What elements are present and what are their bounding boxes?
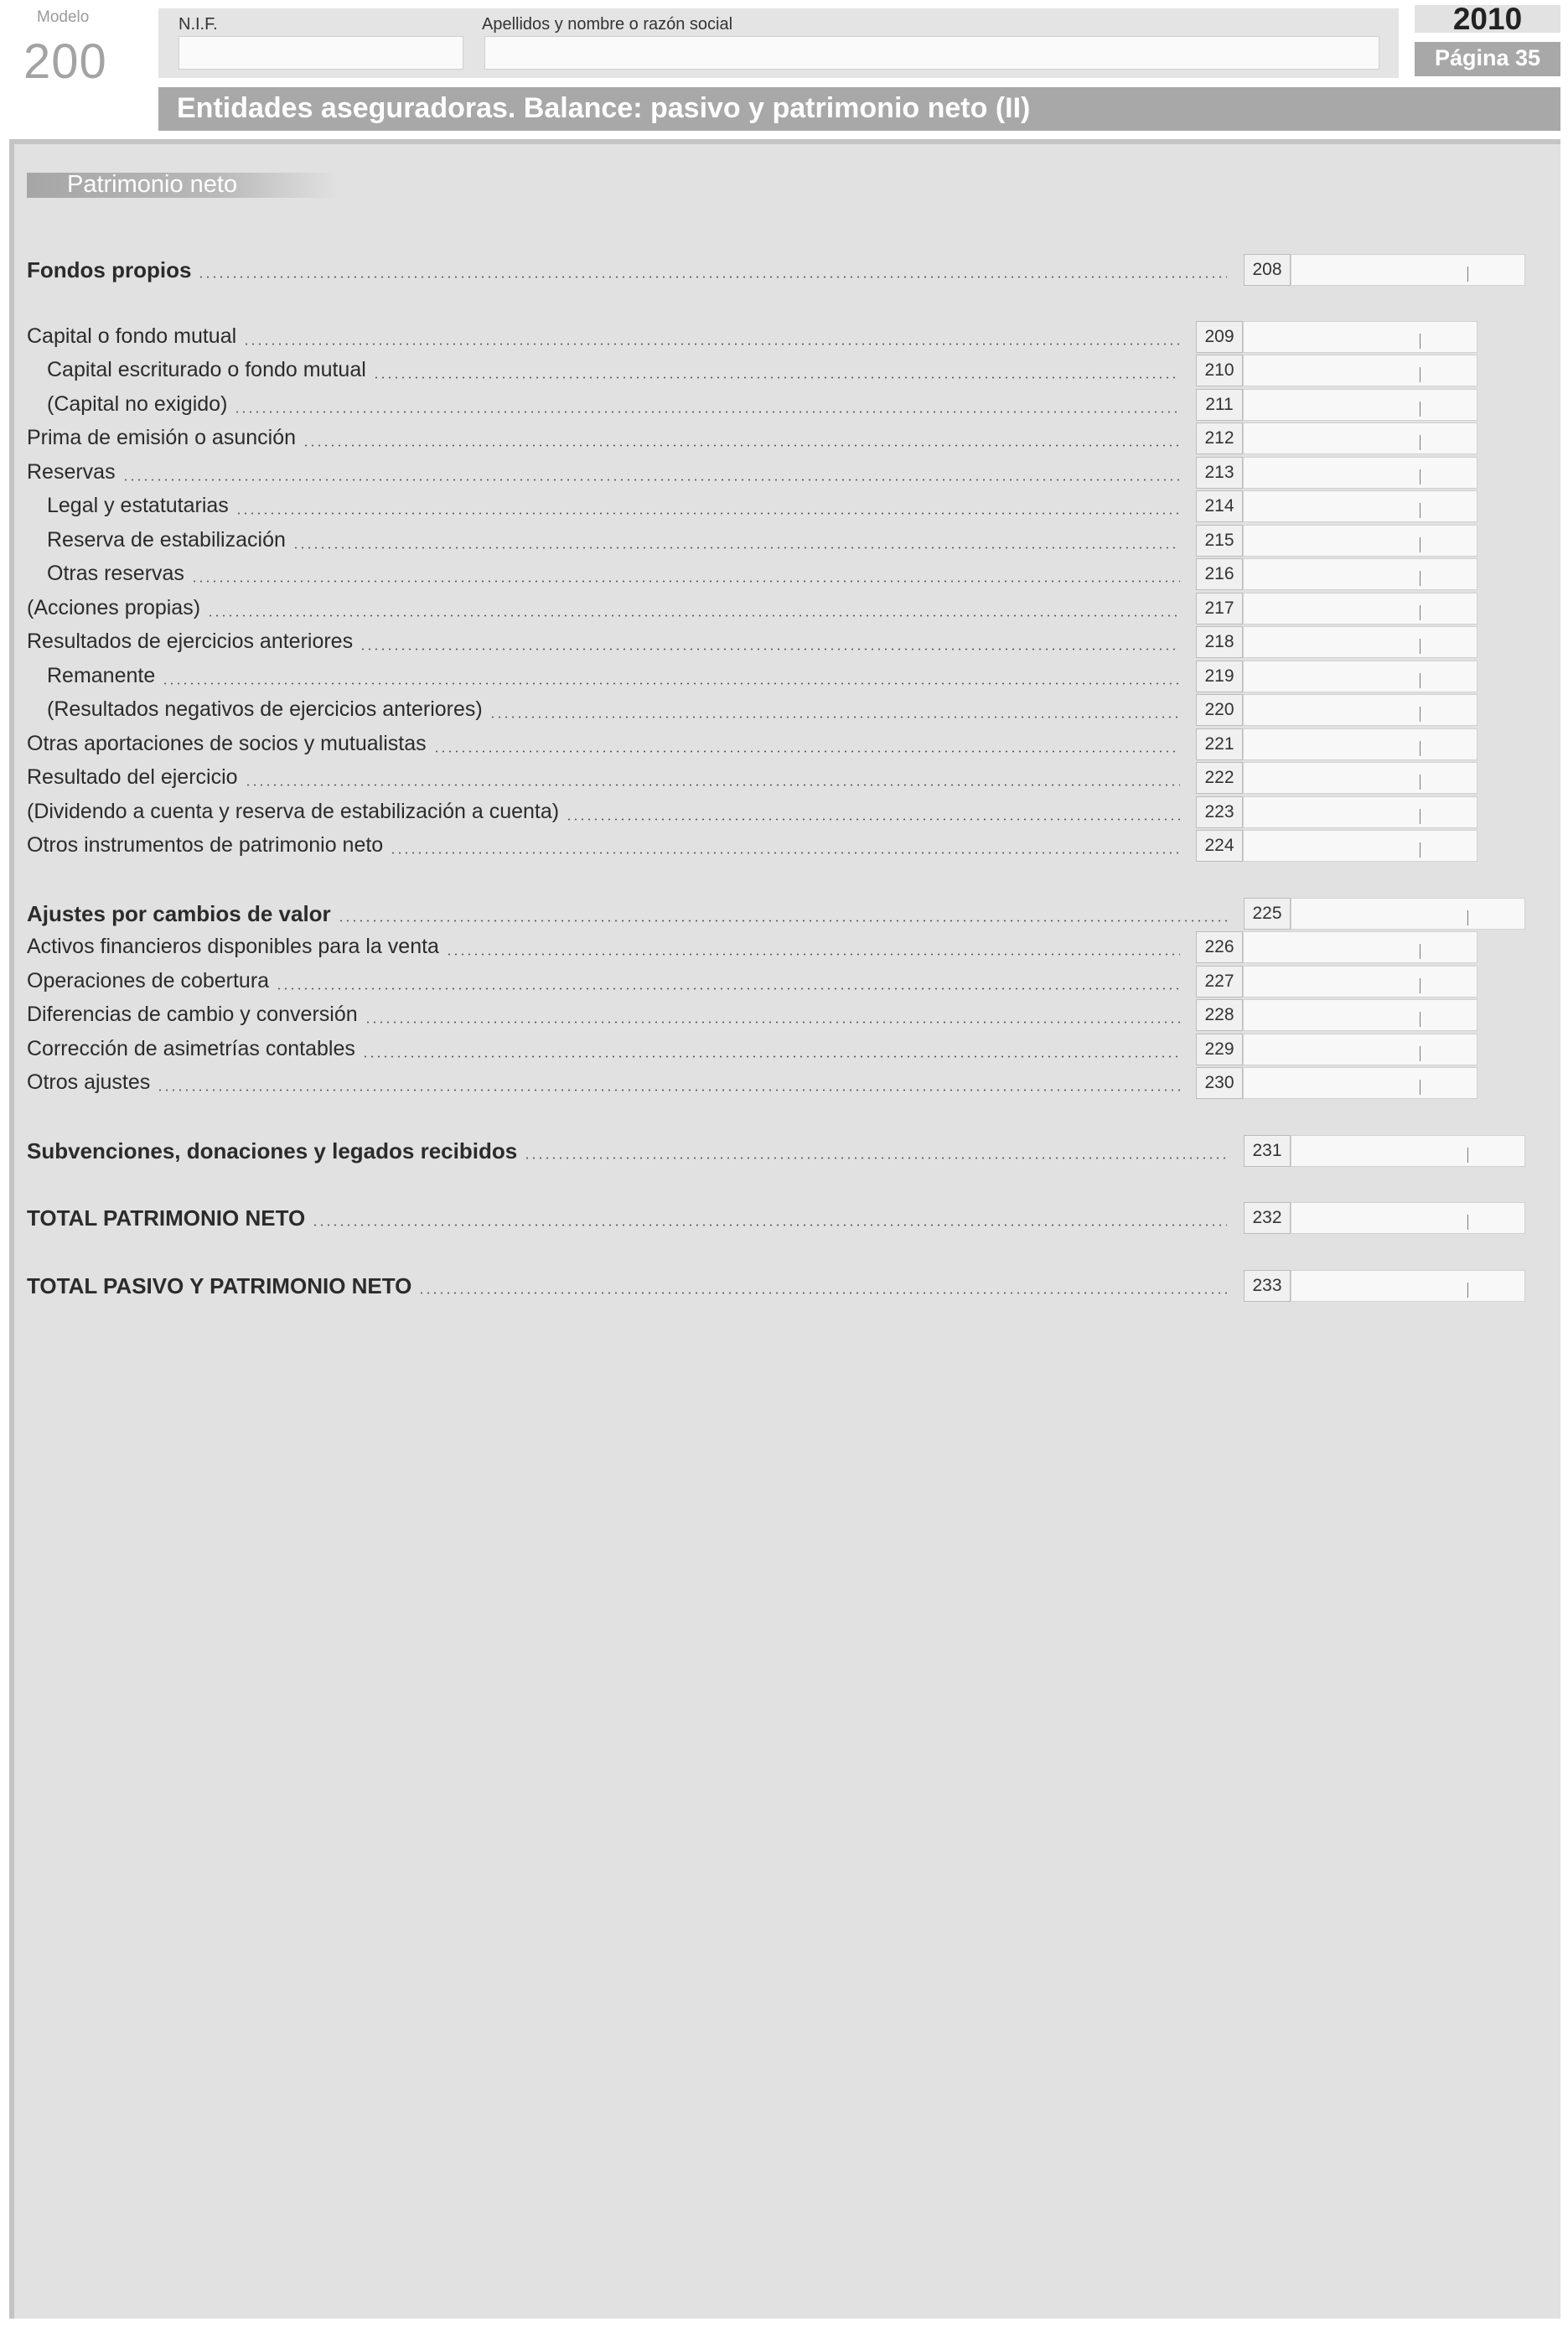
decimal-separator-mark xyxy=(1420,673,1421,688)
row-label-225: Ajustes por cambios de valor xyxy=(27,901,331,926)
page-number: Página 35 xyxy=(1434,45,1541,70)
box-code-220: 220 xyxy=(1196,694,1243,726)
amount-field-219[interactable] xyxy=(1243,661,1477,692)
decimal-separator-mark xyxy=(1420,571,1421,586)
row-label-217: (Acciones propias) xyxy=(27,596,201,619)
nif-label: N.I.F. xyxy=(179,15,218,34)
decimal-separator-mark xyxy=(1420,537,1421,552)
decimal-separator-mark xyxy=(1467,1148,1468,1163)
row-label-215: Reserva de estabilización xyxy=(47,528,286,552)
dot-leader xyxy=(243,343,1180,345)
box-code-219: 219 xyxy=(1196,661,1243,692)
row-label-214: Legal y estatutarias xyxy=(47,494,229,517)
amount-field-230[interactable] xyxy=(1243,1067,1477,1099)
dot-leader xyxy=(207,614,1180,617)
row-label-233: TOTAL PASIVO Y PATRIMONIO NETO xyxy=(27,1273,412,1298)
amount-field-208[interactable] xyxy=(1291,254,1525,286)
decimal-separator-mark xyxy=(1420,809,1421,824)
row-label-229: Corrección de asimetrías contables xyxy=(27,1037,355,1060)
row-label-212: Prima de emisión o asunción xyxy=(27,426,296,449)
row-label-221: Otras aportaciones de socios y mutualistas xyxy=(27,732,427,755)
box-code-231: 231 xyxy=(1244,1135,1291,1167)
box-code-228: 228 xyxy=(1196,999,1243,1031)
decimal-separator-mark xyxy=(1467,1215,1468,1230)
decimal-separator-mark xyxy=(1420,402,1421,417)
name-field[interactable] xyxy=(484,36,1379,70)
dot-leader xyxy=(276,987,1180,990)
amount-field-215[interactable] xyxy=(1243,525,1477,557)
dot-leader xyxy=(390,852,1180,854)
row-label-224: Otros instrumentos de patrimonio neto xyxy=(27,833,384,857)
dot-leader xyxy=(373,376,1180,379)
amount-field-214[interactable] xyxy=(1243,490,1477,522)
box-code-215: 215 xyxy=(1196,525,1243,557)
decimal-separator-mark xyxy=(1420,1012,1421,1027)
decimal-separator-mark xyxy=(1467,1283,1468,1298)
row-label-211: (Capital no exigido) xyxy=(47,392,228,416)
box-code-233: 233 xyxy=(1244,1270,1291,1302)
amount-field-222[interactable] xyxy=(1243,762,1477,794)
page-title: Entidades aseguradoras. Balance: pasivo y patrimonio neto (II) xyxy=(177,92,1031,124)
decimal-separator-mark xyxy=(1420,605,1421,620)
row-label-220: (Resultados negativos de ejercicios anteriores) xyxy=(47,697,483,721)
decimal-separator-mark xyxy=(1420,435,1421,450)
row-label-223: (Dividendo a cuenta y reserva de estabilización a cuenta) xyxy=(27,800,560,823)
name-label: Apellidos y nombre o razón social xyxy=(482,15,733,34)
dot-leader xyxy=(362,1055,1180,1058)
amount-field-227[interactable] xyxy=(1243,966,1477,998)
dot-leader xyxy=(122,479,1180,481)
box-code-230: 230 xyxy=(1196,1067,1243,1099)
dot-leader xyxy=(235,512,1180,515)
box-code-226: 226 xyxy=(1196,931,1243,963)
modelo-number: 200 xyxy=(23,34,107,89)
row-label-210: Capital escriturado o fondo mutual xyxy=(47,358,366,381)
row-label-218: Resultados de ejercicios anteriores xyxy=(27,630,354,653)
box-code-214: 214 xyxy=(1196,490,1243,522)
box-code-229: 229 xyxy=(1196,1034,1243,1065)
decimal-separator-mark xyxy=(1420,741,1421,756)
dot-leader xyxy=(433,750,1180,753)
amount-field-233[interactable] xyxy=(1291,1270,1525,1302)
decimal-separator-mark xyxy=(1420,944,1421,959)
box-code-225: 225 xyxy=(1244,898,1291,930)
dot-leader xyxy=(365,1021,1180,1024)
amount-field-229[interactable] xyxy=(1243,1034,1477,1065)
dot-leader xyxy=(198,276,1227,278)
row-label-208: Fondos propios xyxy=(27,257,192,282)
dot-leader xyxy=(524,1157,1227,1159)
row-label-213: Reservas xyxy=(27,460,116,484)
row-label-227: Operaciones de cobertura xyxy=(27,969,270,992)
decimal-separator-mark xyxy=(1467,267,1468,282)
dot-leader xyxy=(566,818,1180,821)
amount-field-232[interactable] xyxy=(1291,1202,1525,1234)
decimal-separator-mark xyxy=(1420,503,1421,518)
amount-field-225[interactable] xyxy=(1291,898,1525,930)
dot-leader xyxy=(312,1224,1227,1226)
decimal-separator-mark xyxy=(1420,334,1421,349)
decimal-separator-mark xyxy=(1420,775,1421,790)
amount-field-217[interactable] xyxy=(1243,593,1477,625)
amount-field-224[interactable] xyxy=(1243,830,1477,862)
decimal-separator-mark xyxy=(1467,910,1468,925)
decimal-separator-mark xyxy=(1420,1080,1421,1095)
row-label-228: Diferencias de cambio y conversión xyxy=(27,1003,358,1026)
dot-leader xyxy=(245,784,1180,786)
box-code-218: 218 xyxy=(1196,626,1243,658)
box-code-208: 208 xyxy=(1244,254,1291,286)
decimal-separator-mark xyxy=(1420,1046,1421,1061)
box-code-209: 209 xyxy=(1196,321,1243,353)
dot-leader xyxy=(292,547,1180,549)
dot-leader xyxy=(360,648,1180,650)
amount-field-228[interactable] xyxy=(1243,999,1477,1031)
amount-field-223[interactable] xyxy=(1243,796,1477,828)
amount-field-210[interactable] xyxy=(1243,355,1477,386)
decimal-separator-mark xyxy=(1420,367,1421,382)
box-code-211: 211 xyxy=(1196,389,1243,421)
row-label-230: Otros ajustes xyxy=(27,1070,151,1094)
decimal-separator-mark xyxy=(1420,639,1421,654)
row-label-209: Capital o fondo mutual xyxy=(27,324,237,348)
amount-field-221[interactable] xyxy=(1243,728,1477,760)
box-code-210: 210 xyxy=(1196,355,1243,386)
box-code-216: 216 xyxy=(1196,558,1243,590)
box-code-224: 224 xyxy=(1196,830,1243,862)
nif-field[interactable] xyxy=(179,36,463,70)
amount-field-216[interactable] xyxy=(1243,558,1477,590)
box-code-221: 221 xyxy=(1196,728,1243,760)
box-code-222: 222 xyxy=(1196,762,1243,794)
amount-field-213[interactable] xyxy=(1243,457,1477,489)
decimal-separator-mark xyxy=(1420,469,1421,485)
modelo-label: Modelo xyxy=(37,8,90,26)
amount-field-220[interactable] xyxy=(1243,694,1477,726)
dot-leader xyxy=(157,1089,1180,1091)
decimal-separator-mark xyxy=(1420,978,1421,993)
amount-field-231[interactable] xyxy=(1291,1135,1525,1167)
row-label-222: Resultado del ejercicio xyxy=(27,765,238,789)
dot-leader xyxy=(338,920,1227,922)
year-text: 2010 xyxy=(1452,2,1523,36)
section-title: Patrimonio neto xyxy=(67,171,238,198)
dot-leader xyxy=(303,444,1180,447)
row-label-226: Activos financieros disponibles para la venta xyxy=(27,935,439,958)
dot-leader xyxy=(162,682,1180,685)
box-code-212: 212 xyxy=(1196,422,1243,454)
dot-leader xyxy=(446,953,1180,956)
box-code-213: 213 xyxy=(1196,457,1243,489)
dot-leader xyxy=(191,580,1180,583)
row-label-219: Remanente xyxy=(47,664,156,687)
box-code-227: 227 xyxy=(1196,966,1243,998)
amount-field-209[interactable] xyxy=(1243,321,1477,353)
dot-leader xyxy=(418,1292,1227,1294)
amount-field-211[interactable] xyxy=(1243,389,1477,421)
row-label-231: Subvenciones, donaciones y legados recibidos xyxy=(27,1138,518,1164)
row-label-216: Otras reservas xyxy=(47,562,184,585)
dot-leader xyxy=(489,716,1180,718)
dot-leader xyxy=(234,411,1180,413)
decimal-separator-mark xyxy=(1420,842,1421,858)
decimal-separator-mark xyxy=(1420,707,1421,722)
amount-field-226[interactable] xyxy=(1243,931,1477,963)
row-label-232: TOTAL PATRIMONIO NETO xyxy=(27,1205,306,1231)
amount-field-212[interactable] xyxy=(1243,422,1477,454)
box-code-217: 217 xyxy=(1196,593,1243,625)
box-code-232: 232 xyxy=(1244,1202,1291,1234)
amount-field-218[interactable] xyxy=(1243,626,1477,658)
box-code-223: 223 xyxy=(1196,796,1243,828)
